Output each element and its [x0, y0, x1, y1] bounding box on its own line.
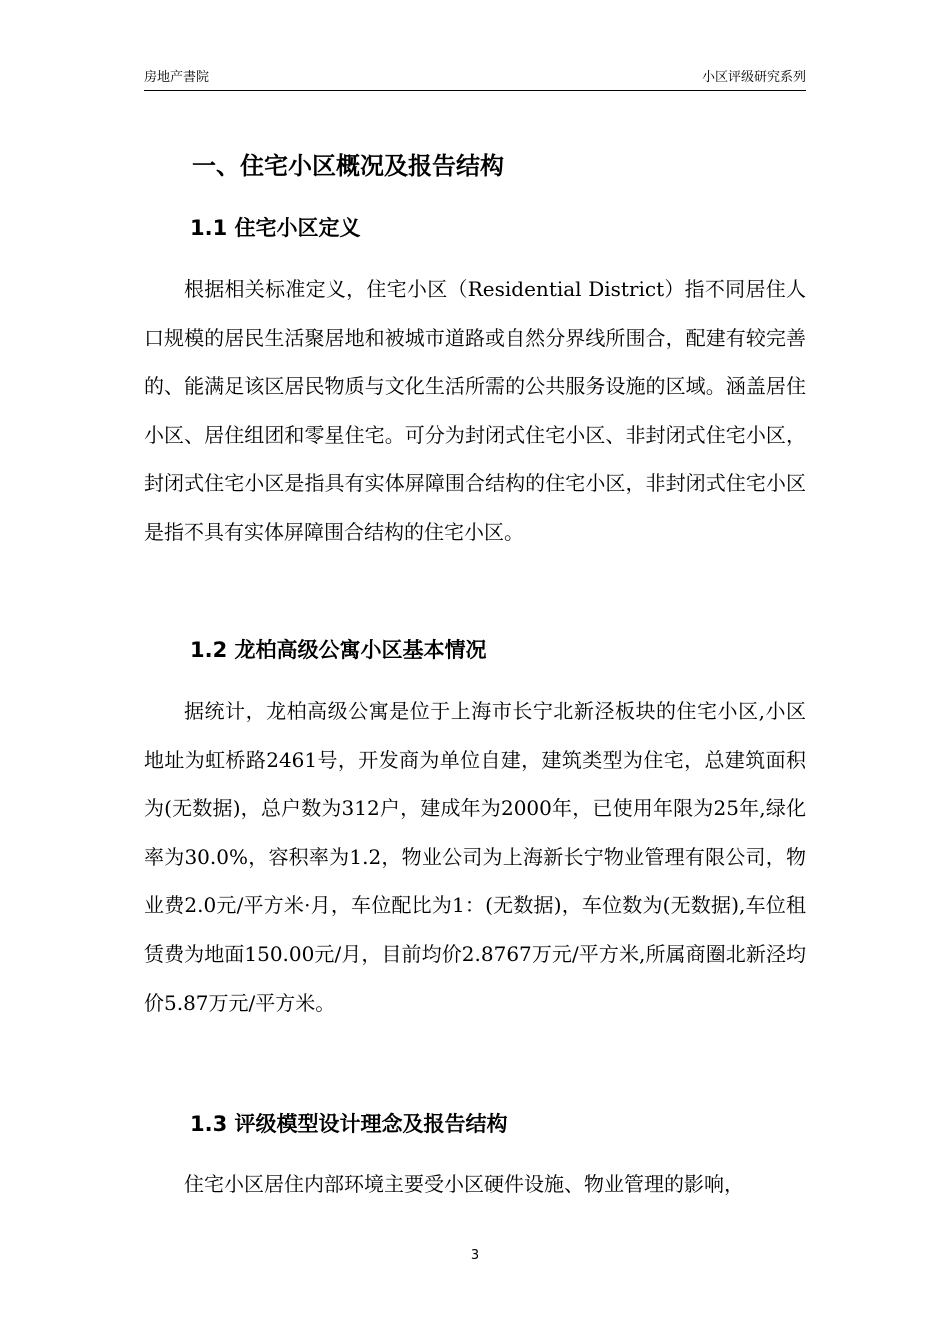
header-left-text: 房地产書院 — [144, 70, 210, 85]
section-body-1-1: 根据相关标准定义，住宅小区（Residential District）指不同居住人口规模的居民生活聚居地和被城市道路或自然分界线所围合，配建有较完善的、能满足该区居民物质与文化生活所需的公共服务设施的区域。涵盖居住小区、居住组团和零星住宅。可分为封闭式住宅小区、非封闭式住宅小区，封闭式住宅小区是指具有实体屏障围合结构的住宅小区，非封闭式住宅小区是指不具有实体屏障围合结构的住宅小区。 — [144, 277, 806, 544]
section-body-1-2: 据统计，龙柏高级公寓是位于上海市长宁北新泾板块的住宅小区,小区地址为虹桥路2461号，开发商为单位自建，建筑类型为住宅，总建筑面积为(无数据)，总户数为312户，建成年为2000年，已使用年限为25年,绿化率为30.0%，容积率为1.2，物业公司为上海新长宁物业管理有限公司，物业费2.0元/平方米·月，车位配比为1：(无数据)，车位数为(无数据),车位租赁费为地面150.00元/月，目前均价2.8767万元/平方米,所属商圈北新泾均价5.87万元/平方米。 — [144, 699, 806, 1015]
section-heading-1-3: 1.3 评级模型设计理念及报告结构 — [190, 1112, 508, 1136]
section-body-1-3: 住宅小区居住内部环境主要受小区硬件设施、物业管理的影响， — [184, 1172, 744, 1196]
chapter-title: 一、住宅小区概况及报告结构 — [192, 152, 504, 180]
page-header — [144, 64, 806, 91]
section-heading-1-1: 1.1 住宅小区定义 — [190, 216, 361, 240]
section-heading-1-2: 1.2 龙柏高级公寓小区基本情况 — [190, 638, 487, 662]
header-right-text: 小区评级研究系列 — [701, 70, 806, 85]
page-number: 3 — [470, 1248, 480, 1263]
